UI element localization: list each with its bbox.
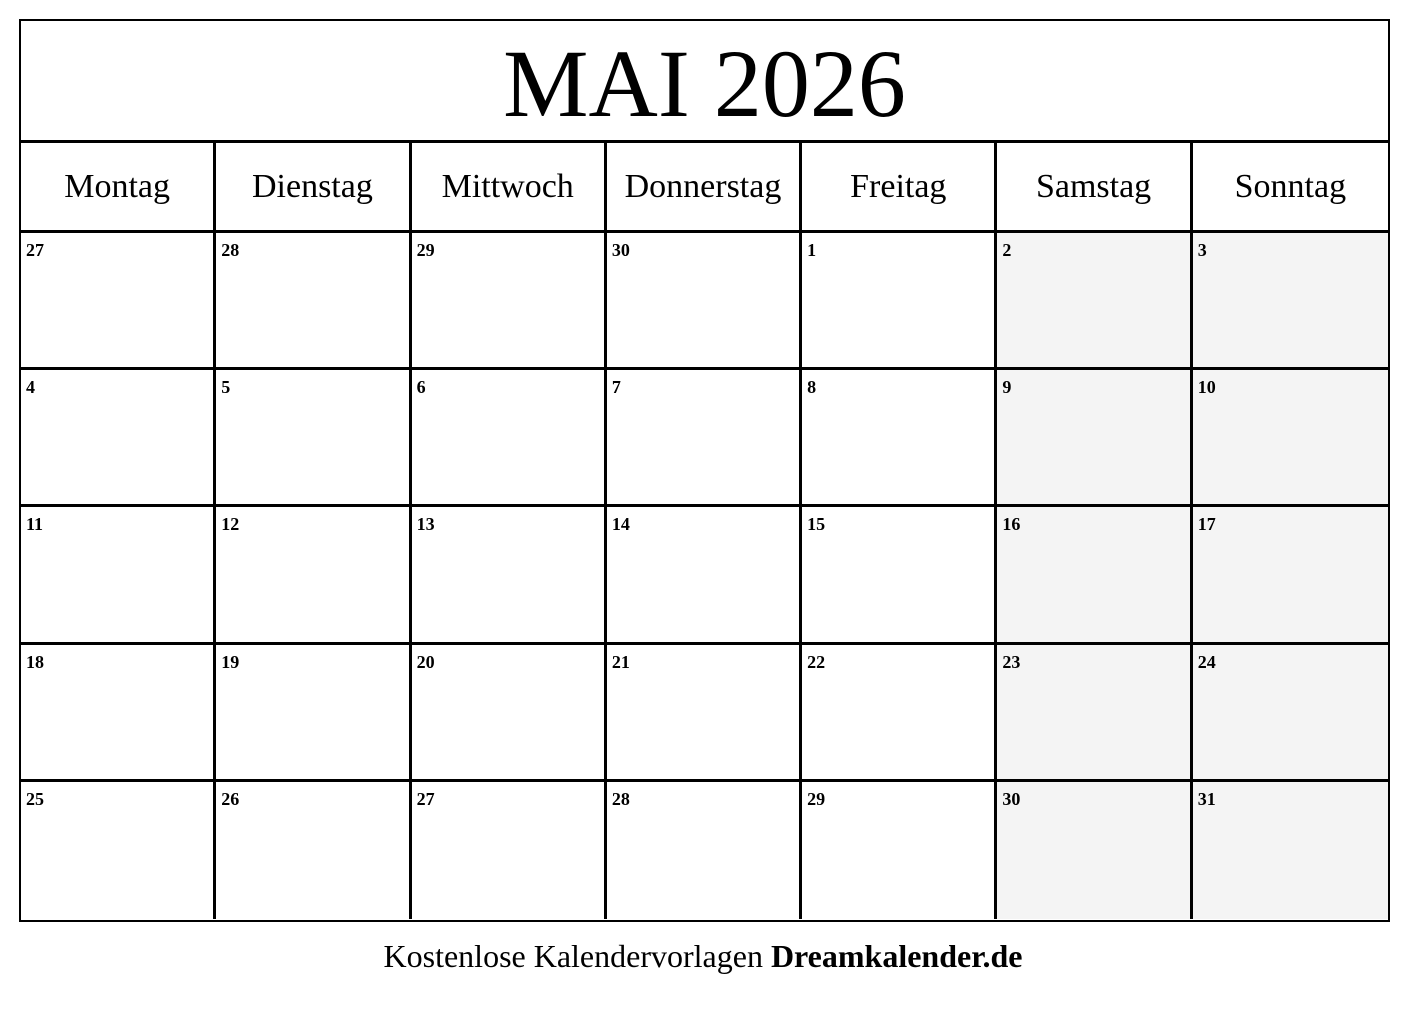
day-cell	[997, 233, 1192, 370]
day-cell	[412, 507, 607, 644]
day-cell	[216, 233, 411, 370]
day-number: 17	[1197, 514, 1216, 535]
day-cell	[1193, 370, 1388, 507]
day-number: 1	[807, 240, 817, 260]
day-cells	[21, 233, 1388, 919]
weekday-sunday: Sonntag	[1234, 167, 1347, 205]
day-number: 19	[221, 651, 240, 672]
day-cell	[997, 507, 1192, 644]
day-number: 10	[1197, 377, 1216, 398]
day-number: 15	[807, 514, 826, 535]
calendar-title: MAI 2026	[503, 29, 906, 137]
day-number: 27	[26, 240, 44, 260]
day-cell	[997, 645, 1192, 782]
day-number: 31	[1197, 788, 1216, 809]
day-number: 29	[807, 788, 826, 809]
calendar-grid	[19, 19, 1390, 922]
day-cell	[802, 782, 997, 919]
day-number: 28	[221, 240, 240, 260]
day-cell	[607, 507, 802, 644]
weekday-saturday: Samstag	[997, 143, 1192, 230]
day-number: 21	[611, 651, 630, 672]
day-cell	[607, 645, 802, 782]
day-number: 23	[1002, 651, 1021, 672]
day-number: 25	[26, 788, 44, 809]
day-cell	[1193, 507, 1388, 644]
day-number: 8	[807, 377, 817, 398]
day-cell	[21, 507, 216, 644]
day-cell	[1193, 233, 1388, 370]
day-number: 11	[26, 514, 44, 535]
day-cell	[216, 370, 411, 507]
weekday-wednesday: Mittwoch	[412, 143, 607, 230]
day-cell	[802, 507, 997, 644]
day-number: 22	[807, 651, 826, 672]
day-number: 18	[26, 651, 44, 672]
day-cell	[997, 782, 1192, 919]
day-cell	[997, 370, 1192, 507]
day-number: 7	[611, 377, 621, 398]
footer	[0, 938, 1406, 975]
day-cell	[412, 645, 607, 782]
day-number: 4	[26, 377, 35, 398]
day-number: 16	[1002, 514, 1021, 535]
day-number: 30	[1002, 788, 1021, 809]
day-number: 12	[221, 514, 240, 535]
day-number: 26	[221, 788, 240, 809]
day-number: 5	[221, 377, 231, 398]
footer-text: Kostenlose Kalendervorlagen	[383, 938, 763, 974]
weekday-tuesday: Dienstag	[216, 143, 411, 230]
day-cell	[216, 782, 411, 919]
day-number: 13	[416, 514, 435, 535]
weekday-header-row	[21, 143, 1388, 233]
day-number: 27	[416, 788, 435, 809]
day-number: 3	[1197, 240, 1207, 260]
day-number: 29	[416, 240, 435, 260]
day-cell	[21, 233, 216, 370]
weekday-monday: Montag	[21, 143, 216, 230]
day-cell	[21, 782, 216, 919]
day-cell	[21, 645, 216, 782]
day-number: 20	[416, 651, 435, 672]
day-number: 14	[611, 514, 630, 535]
title-row	[21, 21, 1388, 143]
day-number: 2	[1002, 240, 1012, 260]
day-cell	[216, 507, 411, 644]
day-cell	[412, 233, 607, 370]
day-number: 28	[611, 788, 630, 809]
day-number: 24	[1197, 651, 1216, 672]
footer-brand: Dreamkalender.de	[770, 938, 1023, 974]
day-cell	[1193, 645, 1388, 782]
day-cell	[216, 645, 411, 782]
day-cell	[21, 370, 216, 507]
day-number: 30	[611, 240, 630, 260]
weekday-thursday: Donnerstag	[607, 143, 802, 230]
day-number: 9	[1002, 377, 1012, 398]
day-cell	[802, 233, 997, 370]
day-cell	[412, 370, 607, 507]
day-cell	[607, 370, 802, 507]
day-cell	[607, 782, 802, 919]
day-cell	[1193, 782, 1388, 919]
day-cell	[802, 645, 997, 782]
day-number: 6	[416, 377, 426, 398]
day-cell	[607, 233, 802, 370]
day-cell	[802, 370, 997, 507]
weekday-friday: Freitag	[802, 143, 997, 230]
day-cell	[412, 782, 607, 919]
